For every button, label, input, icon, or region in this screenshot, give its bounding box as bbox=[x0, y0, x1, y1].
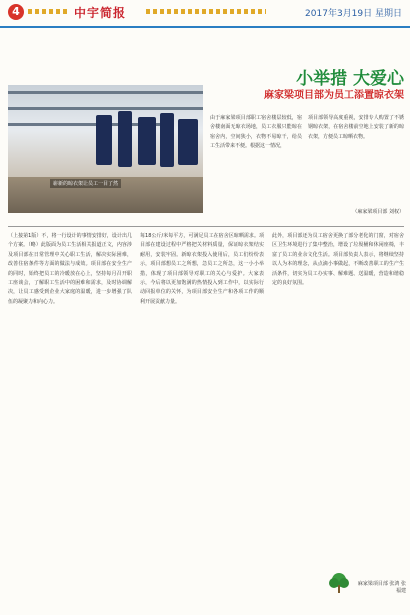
body-column-left: （上接第1版）不，将一行设计的事情安排好，设计出几个方案。（略）此版面为员工生活相关报道正文，内容涉及项目部在日常管理中关心职工生活，解决实际困难，改善住宿条件等方面的做法与成效。项目部在安全生产的同时，始终把员工的冷暖放在心上，坚持每月召开职工座谈会，了解职工生活中的困难和需求，及时协调解决，让员工感受到企业大家庭的温暖，进一步增强了队伍的凝聚力和向心力。 bbox=[8, 233, 132, 305]
section-divider bbox=[8, 226, 404, 227]
body-column-middle: 每18公斤/米每平方，可满足员工在宿舍区晾晒需求。项目部在建设过程中严格把关材料质量，保证晾衣架结实耐用，安装牢固。新晾衣架投入使用后，员工们纷纷表示，项目部想员工之所想，急员工之所急，这一小小举措，体现了项目部领导对职工的关心与爱护。大家表示，今后将以更加饱满的热情投入到工作中，以实际行动回报单位的关怀，为项目部安全生产和各项工作的顺利开展贡献力量。 bbox=[140, 233, 264, 305]
issue-date: 2017年3月19日 星期日 bbox=[305, 9, 402, 19]
header-decoration bbox=[28, 9, 68, 14]
body-column-right: 此外，项目部还为员工宿舍更换了部分老化的门窗，对宿舍区卫生环境进行了集中整治，增设了垃圾桶和休闲座椅，丰富了员工的业余文化生活。项目部负责人表示，将继续坚持以人为本的理念，从点滴小事做起，不断改善职工的生产生活条件，切实为员工办实事、解难题、送温暖，营造和谐稳定的良好氛围。 bbox=[272, 233, 404, 287]
article-byline: （麻家梁项目部 刘权） bbox=[352, 209, 404, 215]
article-headline: 小举措 大爱心 bbox=[296, 69, 404, 89]
tree-logo-icon bbox=[328, 572, 350, 594]
article-subheadline: 麻家梁项目部为员工添置晾衣架 bbox=[264, 90, 404, 101]
masthead bbox=[0, 0, 410, 28]
article-column: 由于麻家梁项目部职工宿舍楼层较低，宿舍楼南面无晾衣场地，员工衣服只能晾在宿舍内，空间狭小，衣物不易晾干，给员工生活带来不便。根据这一情况， bbox=[210, 115, 302, 150]
article-column: 项目部领导高度重视，安排专人购置了不锈钢晾衣架，在宿舍楼前空地上安装了新的晾衣架，方便员工晾晒衣物。 bbox=[308, 115, 404, 140]
header-decoration bbox=[146, 9, 266, 14]
article-photo bbox=[8, 85, 203, 213]
page-number: 4 bbox=[8, 4, 24, 20]
photo-caption: 崭新的晾衣架让员工一目了然 bbox=[50, 179, 121, 188]
paper-name: 中宇简报 bbox=[74, 6, 127, 20]
footer-author: 麻家梁项目部 张鸿 张福建 bbox=[357, 581, 406, 594]
